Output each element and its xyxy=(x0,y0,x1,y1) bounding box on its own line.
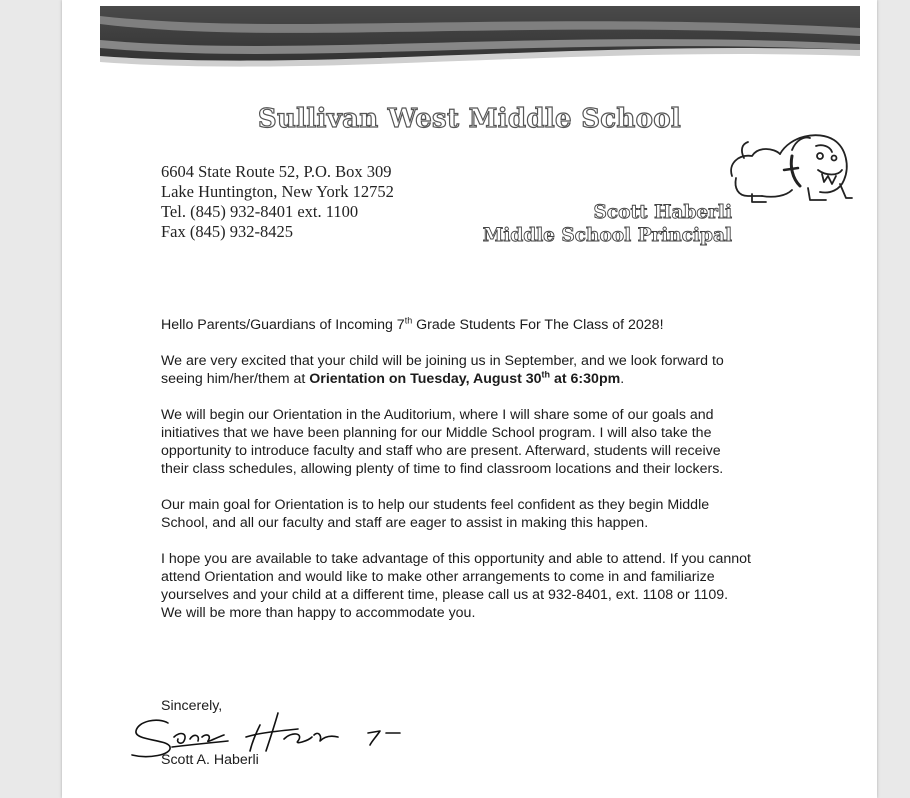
address-line-city: Lake Huntington, New York 12752 xyxy=(161,182,394,201)
bulldog-icon xyxy=(722,126,854,206)
paragraph-4: I hope you are available to take advantage of this opportunity and able to attend. If you cannot attend Orientation and would like to make other arrangements to come in and familiarize yourselves and your child at a different time, please call us at 932-8401, ext. 1108 or 1109. We will be more than happy to accommodate you. xyxy=(161,551,751,621)
principal-title: Middle School Principal xyxy=(482,225,732,246)
letter-page xyxy=(62,0,877,798)
greeting-ordinal: th xyxy=(404,315,413,326)
school-name: Sullivan West Middle School xyxy=(257,104,682,134)
address-line-phone: Tel. (845) 932-8401 ext. 1100 xyxy=(161,202,359,221)
signer-name: Scott A. Haberli xyxy=(161,752,259,768)
header-banner xyxy=(100,6,860,74)
closing: Sincerely, xyxy=(161,698,223,714)
greeting-text-end: Grade Students For The Class of 2028! xyxy=(412,317,664,333)
paragraph-1-end: . xyxy=(620,371,625,387)
principal-block xyxy=(462,201,732,247)
orientation-date xyxy=(309,371,620,387)
letter-body xyxy=(161,316,751,640)
paragraph-2: We will begin our Orientation in the Auditorium, where I will share some of our goals and initiatives that we have been planning for our Middle School program. I will also take the opportunity to introduce faculty and staff who are present. Afterward, students will receive their class schedules, allowing plenty of time to find classroom locations and their lockers. xyxy=(161,407,724,477)
address-line-street: 6604 State Route 52, P.O. Box 309 xyxy=(161,162,392,181)
greeting xyxy=(161,316,751,334)
address-line-fax: Fax (845) 932-8425 xyxy=(161,222,293,241)
paragraph-1-text: We are very excited that your child will be joining us in September, and we look forward to seeing him/her/them at xyxy=(161,353,724,387)
orientation-time: at 6:30pm xyxy=(550,371,621,387)
paragraph-3: Our main goal for Orientation is to help our students feel confident as they begin Middle School, and all our faculty and staff are eager to assist in making this happen. xyxy=(161,497,710,531)
greeting-text: Hello Parents/Guardians of Incoming 7 xyxy=(161,317,405,333)
principal-name: Scott Haberli xyxy=(593,202,732,223)
orientation-date-text: Orientation on Tuesday, August 30 xyxy=(309,371,542,387)
orientation-date-ordinal: th xyxy=(541,369,551,380)
paragraph-1 xyxy=(161,352,751,388)
school-address xyxy=(161,162,394,242)
